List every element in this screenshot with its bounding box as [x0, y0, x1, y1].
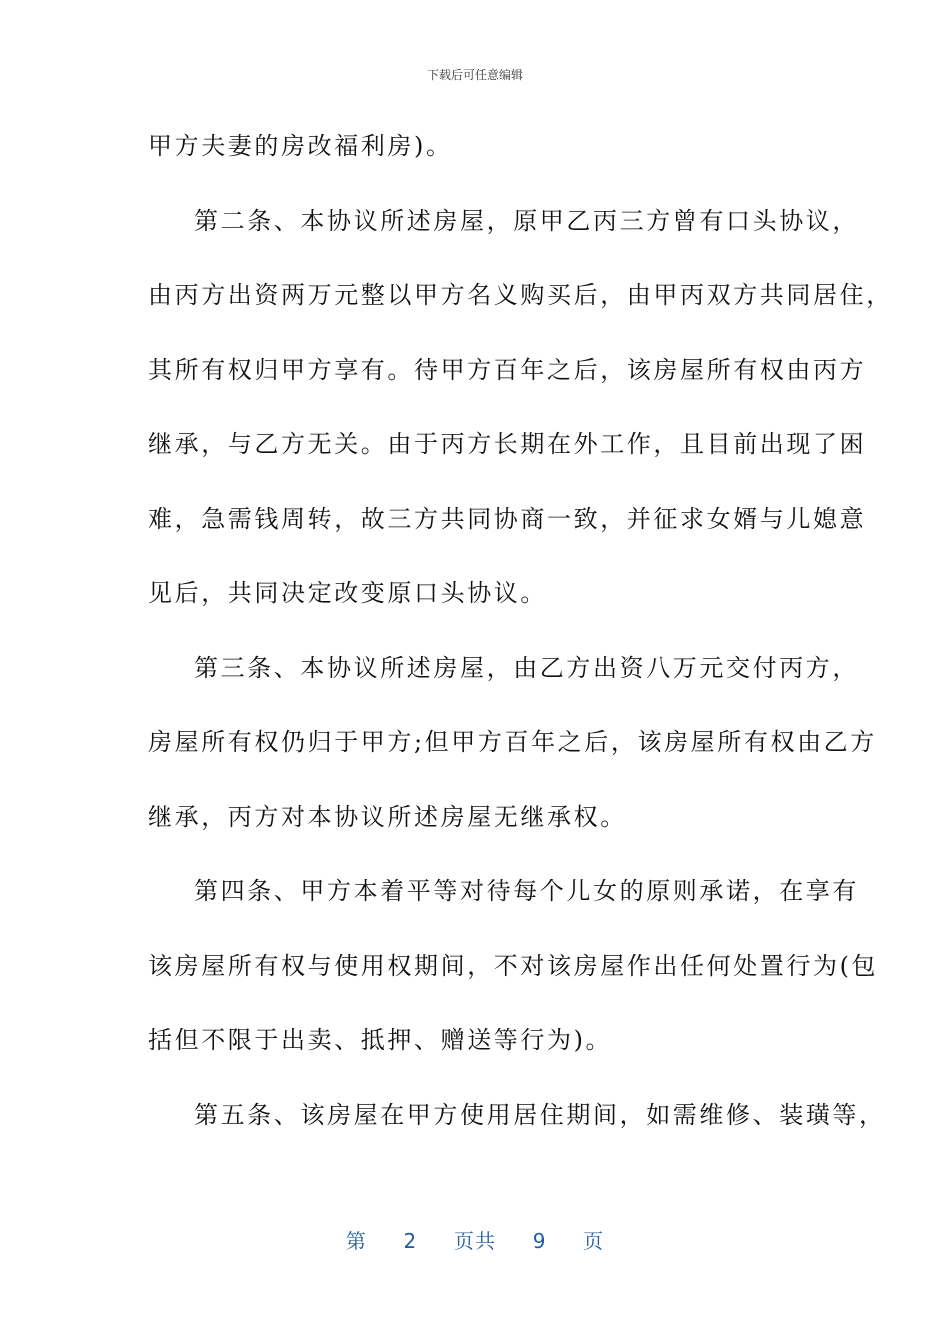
body-line: 括但不限于出卖、抵押、赠送等行为)。 [148, 1026, 613, 1054]
body-line: 继承，与乙方无关。由于丙方长期在外工作，且目前出现了困 [148, 430, 867, 458]
body-line: 第五条、该房屋在甲方使用居住期间，如需维修、装璜等， [194, 1100, 886, 1129]
body-line: 甲方夫妻的房改福利房)。 [148, 132, 453, 160]
body-line: 该房屋所有权与使用权期间，不对该房屋作出任何处置行为(包 [148, 951, 879, 980]
body-line: 难，急需钱周转，故三方共同协商一致，并征求女婿与儿媳意 [148, 504, 867, 533]
body-line: 由丙方出资两万元整以甲方名义购买后，由甲丙双方共同居住， [148, 281, 893, 309]
page-footer [0, 1225, 950, 1254]
body-line: 见后，共同决定改变原口头协议。 [148, 579, 547, 607]
page-total: 9 [532, 1229, 547, 1253]
body-line: 第四条、甲方本着平等对待每个儿女的原则承诺，在享有 [194, 877, 859, 905]
page-prefix: 第 [345, 1229, 367, 1253]
body-line: 第三条、本协议所述房屋，由乙方出资八万元交付丙方， [194, 653, 859, 682]
body-line: 其所有权归甲方享有。待甲方百年之后，该房屋所有权由丙方 [148, 355, 867, 384]
header-note: 下载后可任意编辑 [426, 68, 523, 82]
page-number: 2 [403, 1229, 418, 1253]
page-middle: 页共 [454, 1229, 496, 1253]
body-line: 第二条、本协议所述房屋，原甲乙丙三方曾有口头协议， [194, 206, 859, 235]
document-body [148, 118, 893, 1161]
body-line: 房屋所有权仍归于甲方;但甲方百年之后，该房屋所有权由乙方 [148, 728, 877, 756]
body-line: 继承，丙方对本协议所述房屋无继承权。 [148, 802, 627, 831]
page-suffix: 页 [583, 1229, 605, 1253]
